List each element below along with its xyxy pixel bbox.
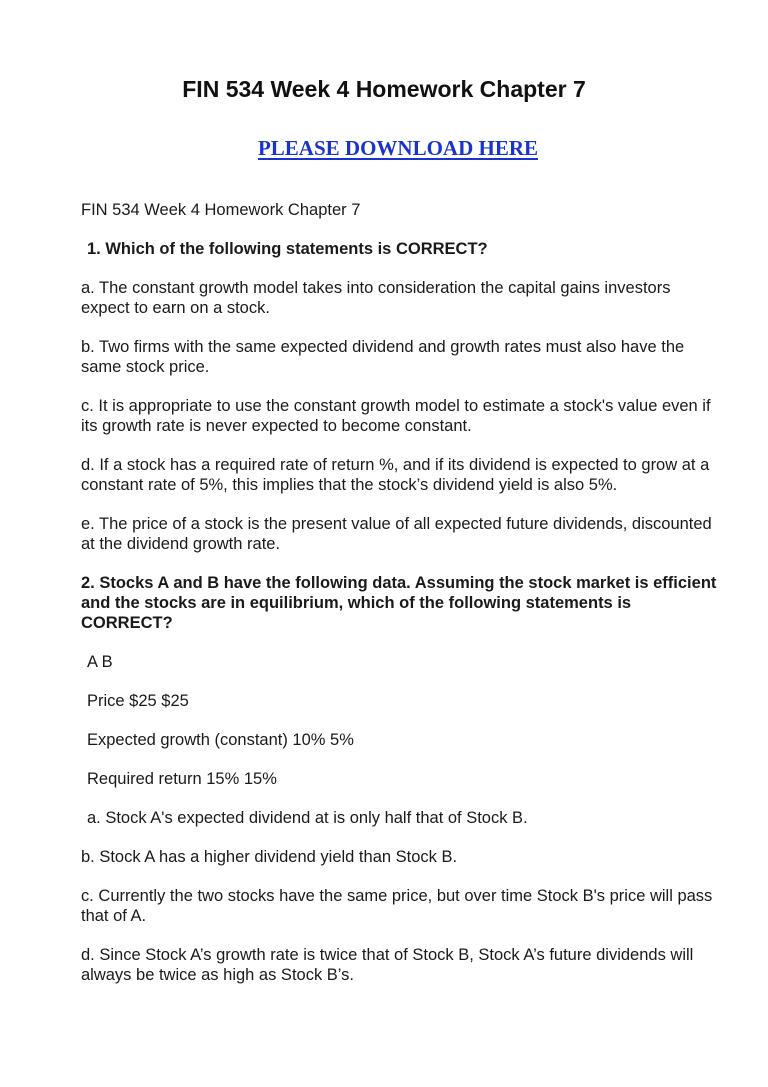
question-2-option-b: b. Stock A has a higher dividend yield than Stock B. — [81, 848, 458, 866]
question-2-option-a: a. Stock A's expected dividend at is only half that of Stock B. — [87, 809, 528, 827]
document-title: FIN 534 Week 4 Homework Chapter 7 — [182, 76, 586, 102]
question-1-option-d: d. If a stock has a required rate of return %, and if its dividend is expected to grow at a constant rate of 5%, this implies that the stock’s dividend yield is also 5%. — [81, 456, 710, 494]
question-2-option-c: c. Currently the two stocks have the same price, but over time Stock B's price will pass that of A. — [81, 887, 713, 925]
question-2-table-row-price: Price $25 $25 — [87, 692, 189, 710]
download-link-container — [0, 134, 768, 162]
question-2-option-d: d. Since Stock A’s growth rate is twice that of Stock B, Stock A’s future dividends will always be twice as high as Stock B’s. — [81, 946, 694, 984]
question-2-table-row-required-return: Required return 15% 15% — [87, 770, 277, 788]
question-1-option-c: c. It is appropriate to use the constant growth model to estimate a stock's value even if its growth rate is never expected to become constant. — [81, 397, 711, 435]
question-2-table-header: A B — [87, 653, 113, 671]
document-subtitle: FIN 534 Week 4 Homework Chapter 7 — [81, 201, 361, 219]
question-2: 2. Stocks A and B have the following data. Assuming the stock market is efficient and the stocks are in equilibrium, which of the following statements is CORRECT? — [81, 574, 717, 632]
document-body — [81, 200, 721, 1004]
question-1: 1. Which of the following statements is CORRECT? — [87, 240, 488, 258]
question-1-option-a: a. The constant growth model takes into consideration the capital gains investors expect to earn on a stock. — [81, 279, 671, 317]
question-1-option-b: b. Two firms with the same expected dividend and growth rates must also have the same stock price. — [81, 338, 685, 376]
question-2-table-row-growth: Expected growth (constant) 10% 5% — [87, 731, 354, 749]
question-1-option-e: e. The price of a stock is the present value of all expected future dividends, discounted at the dividend growth rate. — [81, 515, 712, 553]
download-link[interactable]: PLEASE DOWNLOAD HERE — [257, 136, 539, 160]
